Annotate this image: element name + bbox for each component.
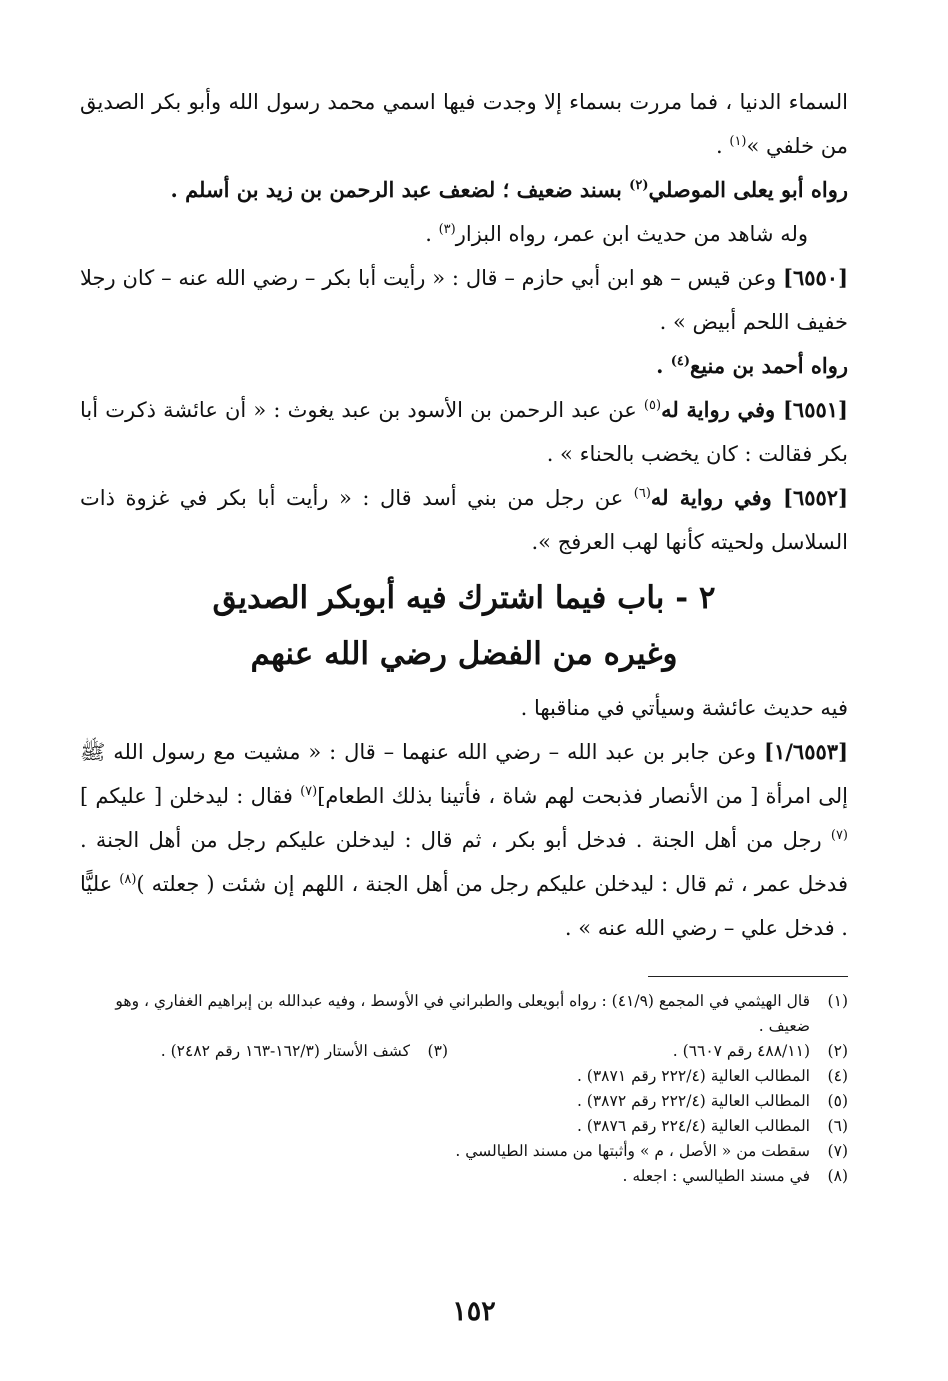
footnote-text: سقطت من « الأصل ، م » وأثبتها من مسند الطيالسي . [455,1142,810,1160]
hadith-number: [٦٥٥١] [782,397,848,422]
footnote-ref-7a: (٧) [300,784,318,799]
footnote-text: المطالب العالية (٢٢٢/٤ رقم ٣٨٧٢) . [576,1092,810,1110]
witness-note-end: . [425,222,439,246]
narration-abu-yala-text: رواه أبو يعلى الموصلي [648,177,848,202]
footnote-2 [448,1039,848,1064]
footnote-number: (٢) [827,1042,848,1060]
footnote-number: (٧) [827,1142,848,1160]
footnote-ref-4: (٤) [670,354,691,369]
footnote-3 [161,1039,448,1064]
footnote-ref-8: (٨) [119,872,137,887]
footnote-row-2-3 [80,1039,848,1064]
narration-ahmad-bin-mani [80,344,848,388]
hadith-text-part-4: عليًّا . فدخل علي – رضي الله عنه » . [80,872,848,940]
hadith-number: [١/٦٥٥٣] [764,739,848,764]
footnote-divider [648,976,848,977]
footnote-number: (٥) [827,1092,848,1110]
hadith-6550 [80,256,848,344]
footnote-4 [80,1064,848,1089]
page-number: ١٥٢ [452,1296,496,1327]
footnote-number: (١) [827,992,848,1010]
footnote-8 [80,1164,848,1189]
footnote-6 [80,1114,848,1139]
footnote-text: المطالب العالية (٢٢٢/٤ رقم ٣٨٧١) . [576,1067,810,1085]
continuation-line-2-end: . [716,134,730,158]
narration-text: رواه أحمد بن منيع [690,353,848,378]
hadith-text-part-3: رجل من أهل الجنة . فدخل أبو بكر ، ثم قال : ليدخلن عليكم رجل من أهل الجنة . فدخل عمر ، ثم قال : ليدخلن عليكم رجل من أهل الجنة ، اللهم إن شئت ( جعلته ) [80,828,848,896]
chapter-note: فيه حديث عائشة وسيأتي في مناقبها . [520,696,848,720]
narration-end: . [656,353,671,378]
footnote-ref-5: (٥) [643,398,662,413]
footnote-text: المطالب العالية (٢٢٤/٤ رقم ٣٨٧٦) . [576,1117,810,1135]
footnote-ref-7b: (٧) [830,828,848,843]
footnote-text: قال الهيثمي في المجمع (٤١/٩) : رواه أبويعلى والطبراني في الأوسط ، وفيه عبدالله بن إبراهيم الغفاري ، وهو ضعيف . [115,992,810,1035]
footnote-ref-1: (١) [729,134,747,149]
hadith-text: عن عبد الرحمن بن الأسود بن عبد يغوث : « أن عائشة ذكرت أبا بكر فقالت : كان يخضب بالحناء » . [80,398,848,466]
continuation-line-1: السماء الدنيا ، فما مررت بسماء إلا وجدت فيها اسمي محمد رسول الله وأبو بكر الصديق [80,90,848,114]
footnote-number: (٤) [827,1067,848,1085]
footnote-text: كشف الأستار (١٦٢/٣-١٦٣ رقم ٢٤٨٢) . [160,1042,410,1060]
hadith-number: [٦٥٥٢] [783,485,848,510]
hadith-6553 [80,730,848,950]
hadith-text: وعن قيس – هو ابن أبي حازم – قال : « رأيت أبا بكر – رضي الله عنه – كان رجلا خفيف اللحم أبيض » . [80,266,848,334]
chapter-heading [80,570,848,682]
continuation-paragraph [80,80,848,168]
hadith-heading: وفي رواية له [650,485,783,510]
hadith-heading: وفي رواية له [661,397,783,422]
footnote-ref-3: (٣) [438,222,456,237]
continuation-line-2: من خلفي » [746,134,848,158]
footnote-text: في مسند الطيالسي : اجعله . [622,1167,810,1185]
footnotes [80,989,848,1189]
chapter-title-line-1: ٢ - باب فيما اشترك فيه أبوبكر الصديق [212,580,716,616]
hadith-6552 [80,476,848,564]
chapter-title-line-2: وغيره من الفضل رضي الله عنهم [250,636,678,672]
witness-note-text: وله شاهد من حديث ابن عمر، رواه البزار [455,222,808,246]
footnote-1 [80,989,848,1039]
footnote-number: (٨) [827,1167,848,1185]
hadith-number: [٦٥٥٠] [783,265,848,290]
footnote-text: (٤٨٨/١١ رقم ٦٦٠٧) . [672,1042,810,1060]
hadith-text-part-1: وعن جابر بن عبد الله – رضي الله عنهما – قال : « مشيت مع رسول الله ﷺ إلى امرأة [ من الأنصار فذبحت لهم شاة ، فأتينا بذلك الطعام] [80,740,848,808]
narration-abu-yala [80,168,848,212]
footnote-ref-2: (٢) [629,178,649,193]
footnote-7 [80,1139,848,1164]
footnote-number: (٣) [427,1042,448,1060]
main-text [80,80,848,950]
narration-abu-yala-grade: بسند ضعيف ؛ لضعف عبد الرحمن بن زيد بن أسلم . [170,177,630,202]
hadith-text: عن رجل من بني أسد قال : « رأيت أبا بكر في غزوة ذات السلاسل ولحيته كأنها لهب العرفج ». [80,486,848,554]
hadith-6551 [80,388,848,476]
footnote-ref-6: (٦) [633,486,651,501]
footnote-5 [80,1089,848,1114]
witness-note [80,212,848,256]
hadith-text-part-2: فقال : ليدخلن [ عليكم ] [80,784,301,808]
footnote-number: (٦) [827,1117,848,1135]
